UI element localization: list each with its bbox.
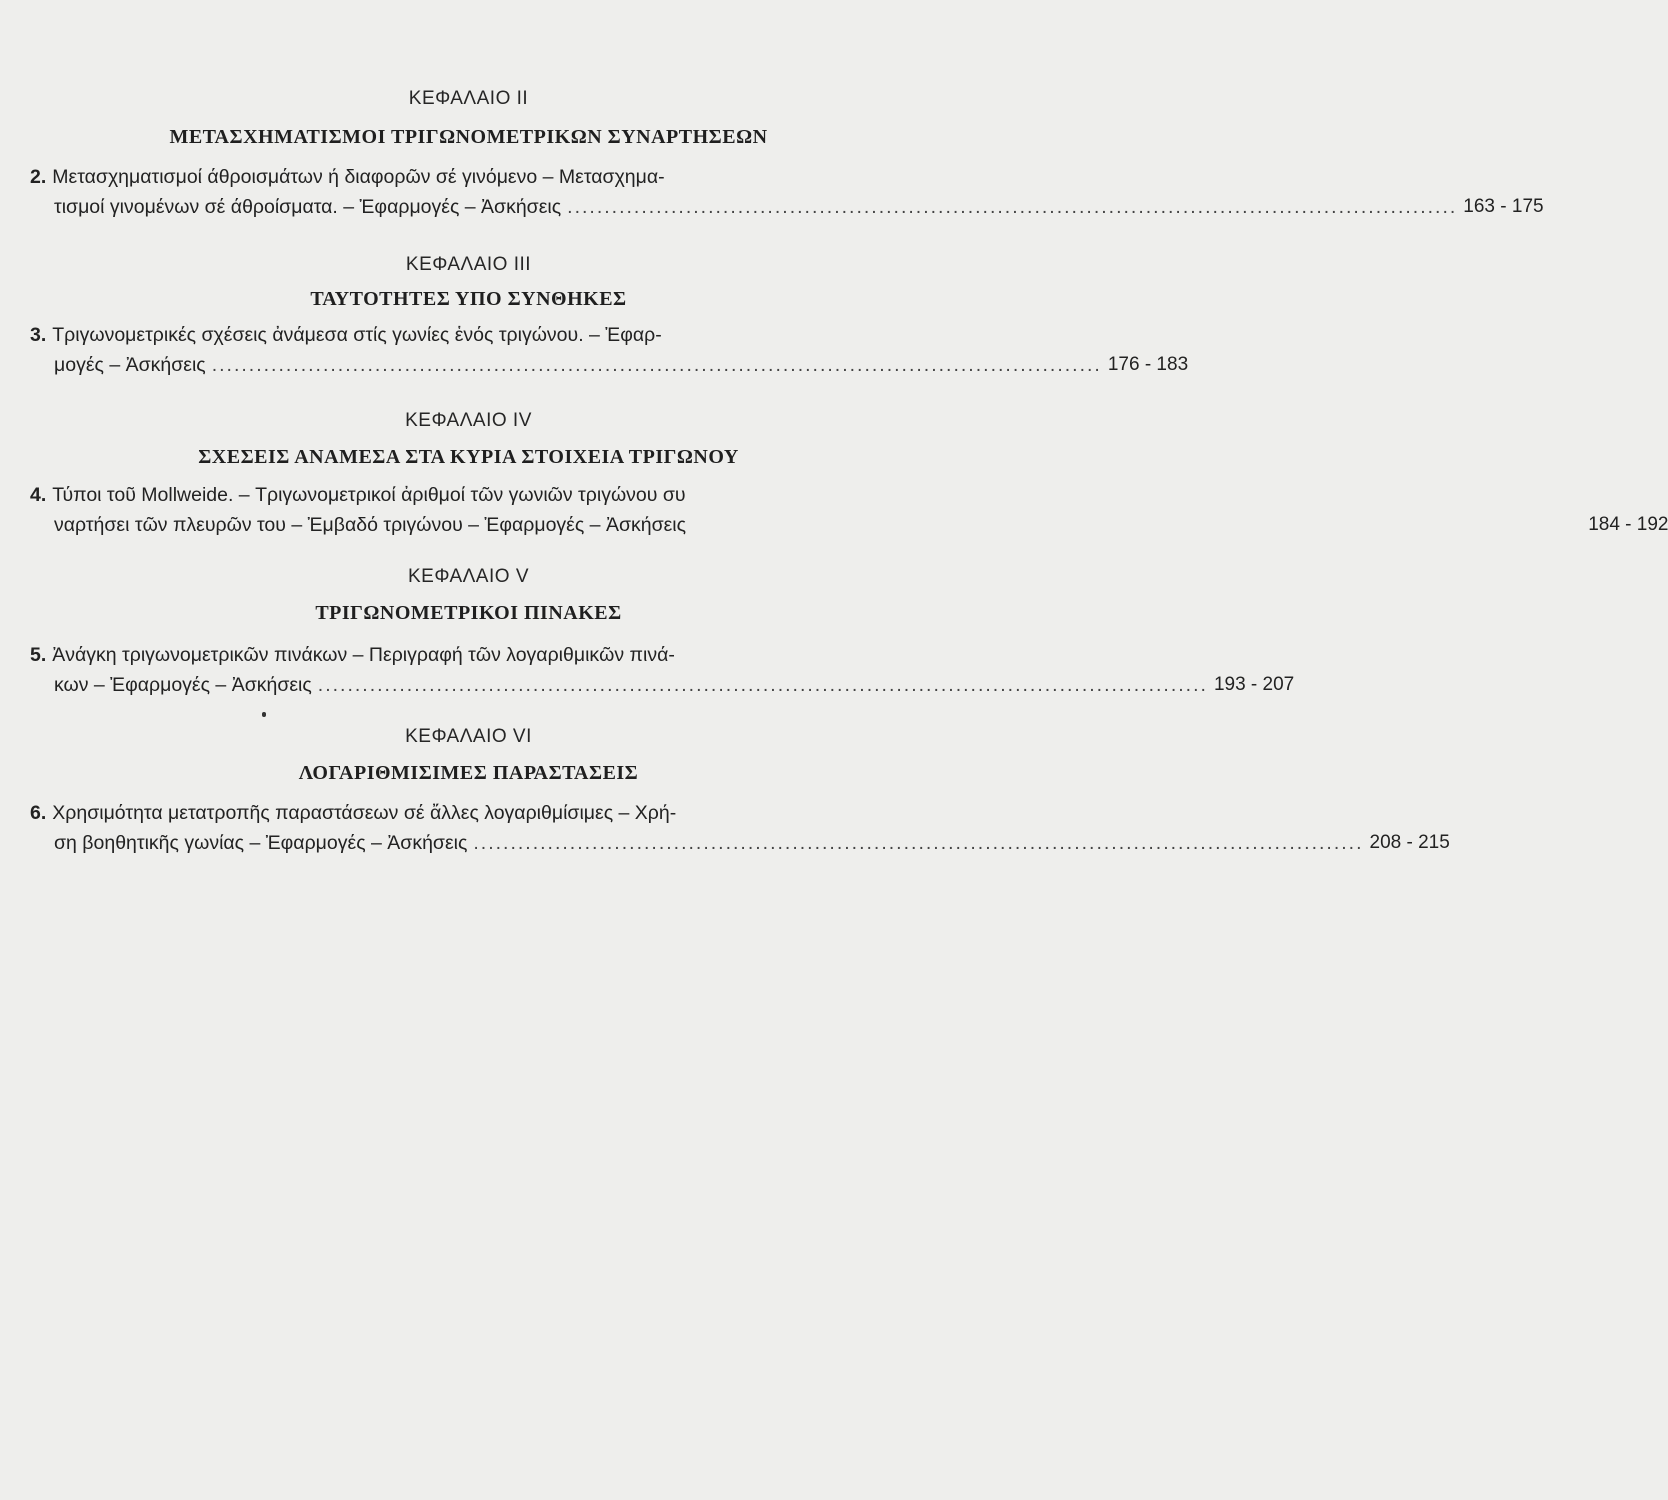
bleed-through-text bbox=[150, 1000, 870, 1400]
dot-leader bbox=[692, 510, 1582, 540]
entry-text-line: Τριγωνομετρικές σχέσεις ἀνάμεσα στίς γωνίες ἑνός τριγώνου. – Ἐφαρ- bbox=[52, 324, 662, 346]
ink-speck bbox=[262, 712, 266, 717]
entry-text-last-line: τισμοί γινομένων σέ άθροίσματα. – Ἐφαρμογές – Ἀσκήσεις bbox=[54, 196, 562, 218]
entry-number: 4. bbox=[30, 484, 47, 506]
chapter-5-title-row bbox=[0, 602, 937, 625]
entry-text-line: Μετασχηματισμοί άθροισμάτων ή διαφορῶν σέ γινόμενο – Μετασχημα- bbox=[52, 166, 665, 188]
toc-entry-2 bbox=[30, 162, 1544, 222]
entry-text-line: Ἀνάγκη τριγωνομετρικῶν πινάκων – Περιγραφή τῶν λογαριθμικῶν πινά- bbox=[52, 644, 675, 666]
chapter-title: ΣΧΕΣΕΙΣ ΑΝΑΜΕΣΑ ΣΤΑ ΚΥΡΙΑ ΣΤΟΙΧΕΙΑ ΤΡΙΓΩΝΟΥ bbox=[198, 446, 739, 468]
chapter-4-title-row bbox=[0, 446, 937, 469]
chapter-label: ΚΕΦΑΛΑΙΟ ΙΙ bbox=[408, 88, 529, 109]
entry-text-last-line: ναρτήσει τῶν πλευρῶν του – Ἐμβαδό τριγώνου – Ἐφαρμογές – Ἀσκήσεις bbox=[54, 514, 687, 536]
chapter-5 bbox=[0, 566, 937, 588]
dot-leader: ........................................................................................................................ bbox=[317, 674, 1208, 696]
toc-entry-5 bbox=[30, 640, 1295, 700]
toc-entry-6 bbox=[30, 798, 1450, 858]
dot-leader: ........................................................................................................................ bbox=[473, 832, 1364, 854]
entry-number: 3. bbox=[30, 324, 47, 346]
chapter-title: ΤΑΥΤΟΤΗΤΕΣ ΥΠΟ ΣΥΝΘΗΚΕΣ bbox=[310, 288, 627, 310]
chapter-3 bbox=[0, 254, 937, 276]
toc-entry-3 bbox=[30, 320, 1189, 380]
page-range: 208 - 215 bbox=[1369, 832, 1450, 853]
chapter-label: ΚΕΦΑΛΑΙΟ VI bbox=[405, 726, 532, 747]
chapter-6 bbox=[0, 726, 937, 748]
chapter-title: ΛΟΓΑΡΙΘΜΙΣΙΜΕΣ ΠΑΡΑΣΤΑΣΕΙΣ bbox=[298, 762, 639, 784]
entry-number: 2. bbox=[30, 166, 47, 188]
chapter-2 bbox=[0, 88, 937, 110]
chapter-label: ΚΕΦΑΛΑΙΟ ΙV bbox=[405, 410, 532, 431]
entry-text-last-line: μογές – Ἀσκήσεις bbox=[54, 354, 206, 376]
entry-text-line: Τύποι τοῦ Mollweide. – Τριγωνομετρικοί ἀριθμοί τῶν γωνιῶν τριγώνου συ bbox=[52, 484, 686, 506]
chapter-2-title-row bbox=[0, 126, 937, 149]
entry-text-last-line: ση βοηθητικῆς γωνίας – Ἐφαρμογές – Ἀσκήσεις bbox=[54, 832, 468, 854]
toc-entry-4 bbox=[30, 480, 1668, 540]
dot-leader: ........................................................................................................................ bbox=[211, 354, 1102, 376]
entry-number: 5. bbox=[30, 644, 47, 666]
entry-text-line: Χρησιμότητα μετατροπῆς παραστάσεων σέ ἄλλες λογαριθμίσιμες – Χρή- bbox=[52, 802, 677, 824]
entry-text-last-line: κων – Ἐφαρμογές – Ἀσκήσεις bbox=[54, 674, 312, 696]
page-range: 163 - 175 bbox=[1463, 196, 1544, 217]
chapter-4 bbox=[0, 410, 937, 432]
chapter-label: ΚΕΦΑΛΑΙΟ ΙΙΙ bbox=[405, 254, 532, 275]
dot-leader: ........................................................................................................................ bbox=[567, 196, 1458, 218]
page-range: 176 - 183 bbox=[1107, 354, 1189, 375]
page-range: 184 - 192 bbox=[1588, 514, 1668, 535]
chapter-3-title-row bbox=[0, 288, 937, 311]
chapter-label: ΚΕΦΑΛΑΙΟ V bbox=[407, 566, 529, 587]
entry-number: 6. bbox=[30, 802, 47, 824]
page-range: 193 - 207 bbox=[1213, 674, 1295, 695]
chapter-6-title-row bbox=[0, 762, 937, 785]
chapter-title: ΜΕΤΑΣΧΗΜΑΤΙΣΜΟΙ ΤΡΙΓΩΝΟΜΕΤΡΙΚΩΝ ΣΥΝΑΡΤΗΣΕΩΝ bbox=[169, 126, 768, 148]
chapter-title: ΤΡΙΓΩΝΟΜΕΤΡΙΚΟΙ ΠΙΝΑΚΕΣ bbox=[315, 602, 622, 624]
